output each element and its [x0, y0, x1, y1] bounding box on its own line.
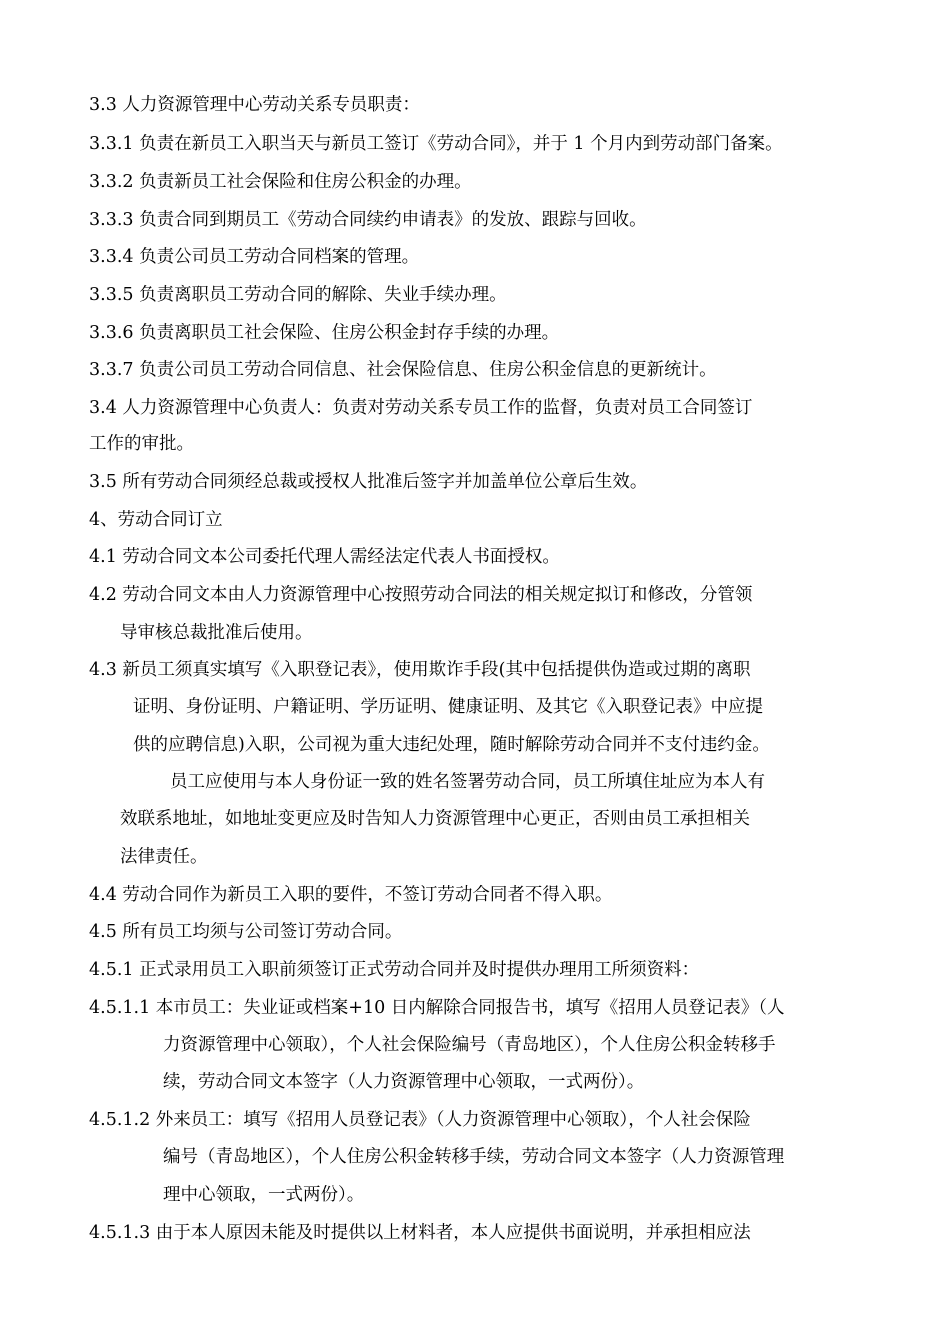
doc-line-24: 4.5.1 正式录用员工入职前须签订正式劳动合同并及时提供办理用工所须资料：: [89, 960, 700, 980]
doc-line-17: 证明、身份证明、户籍证明、学历证明、健康证明、及其它《入职登记表》中应提: [133, 697, 763, 717]
doc-line-13: 4.1 劳动合同文本公司委托代理人需经法定代表人书面授权。: [89, 547, 560, 567]
doc-line-30: 理中心领取，一式两份）。: [163, 1185, 365, 1205]
doc-line-25: 4.5.1.1 本市员工：失业证或档案+10 日内解除合同报告书，填写《招用人员登记表》（人: [89, 998, 785, 1018]
doc-line-27: 续，劳动合同文本签字（人力资源管理中心领取，一式两份）。: [163, 1072, 645, 1092]
doc-line-4: 3.3.3 负责合同到期员工《劳动合同续约申请表》的发放、跟踪与回收。: [89, 210, 647, 230]
doc-line-20: 效联系地址，如地址变更应及时告知人力资源管理中心更正，否则由员工承担相关: [120, 809, 750, 829]
doc-line-6: 3.3.5 负责离职员工劳动合同的解除、失业手续办理。: [89, 285, 507, 305]
doc-line-26: 力资源管理中心领取），个人社会保险编号（青岛地区），个人住房公积金转移手: [163, 1035, 776, 1055]
doc-line-5: 3.3.4 负责公司员工劳动合同档案的管理。: [89, 247, 420, 267]
doc-line-11: 3.5 所有劳动合同须经总裁或授权人批准后签字并加盖单位公章后生效。: [89, 472, 648, 492]
doc-line-7: 3.3.6 负责离职员工社会保险、住房公积金封存手续的办理。: [89, 323, 560, 343]
doc-line-1: 3.3 人力资源管理中心劳动关系专员职责：: [89, 95, 420, 115]
doc-line-19: 员工应使用与本人身份证一致的姓名签署劳动合同，员工所填住址应为本人有: [170, 772, 765, 792]
doc-line-23: 4.5 所有员工均须与公司签订劳动合同。: [89, 922, 403, 942]
doc-line-14: 4.2 劳动合同文本由人力资源管理中心按照劳动合同法的相关规定拟订和修改，分管领: [89, 585, 753, 605]
doc-line-12: 4、劳动合同订立: [89, 510, 223, 530]
doc-line-21: 法律责任。: [120, 847, 208, 867]
doc-line-29: 编号（青岛地区），个人住房公积金转移手续，劳动合同文本签字（人力资源管理: [163, 1147, 785, 1167]
doc-line-28: 4.5.1.2 外来员工：填写《招用人员登记表》（人力资源管理中心领取），个人社会保险: [89, 1110, 751, 1130]
doc-line-22: 4.4 劳动合同作为新员工入职的要件，不签订劳动合同者不得入职。: [89, 885, 613, 905]
doc-line-16: 4.3 新员工须真实填写《入职登记表》，使用欺诈手段(其中包括提供伪造或过期的离职: [89, 660, 751, 680]
doc-line-18: 供的应聘信息)入职，公司视为重大违纪处理，随时解除劳动合同并不支付违约金。: [133, 735, 770, 755]
doc-line-15: 导审核总裁批准后使用。: [120, 623, 313, 643]
doc-line-2: 3.3.1 负责在新员工入职当天与新员工签订《劳动合同》，并于 1 个月内到劳动部门备案。: [89, 134, 783, 154]
doc-line-3: 3.3.2 负责新员工社会保险和住房公积金的办理。: [89, 172, 472, 192]
doc-line-9: 3.4 人力资源管理中心负责人：负责对劳动关系专员工作的监督，负责对员工合同签订: [89, 398, 753, 418]
doc-line-8: 3.3.7 负责公司员工劳动合同信息、社会保险信息、住房公积金信息的更新统计。: [89, 360, 717, 380]
doc-line-10: 工作的审批。: [89, 434, 194, 454]
doc-line-31: 4.5.1.3 由于本人原因未能及时提供以上材料者，本人应提供书面说明，并承担相应法: [89, 1223, 751, 1243]
